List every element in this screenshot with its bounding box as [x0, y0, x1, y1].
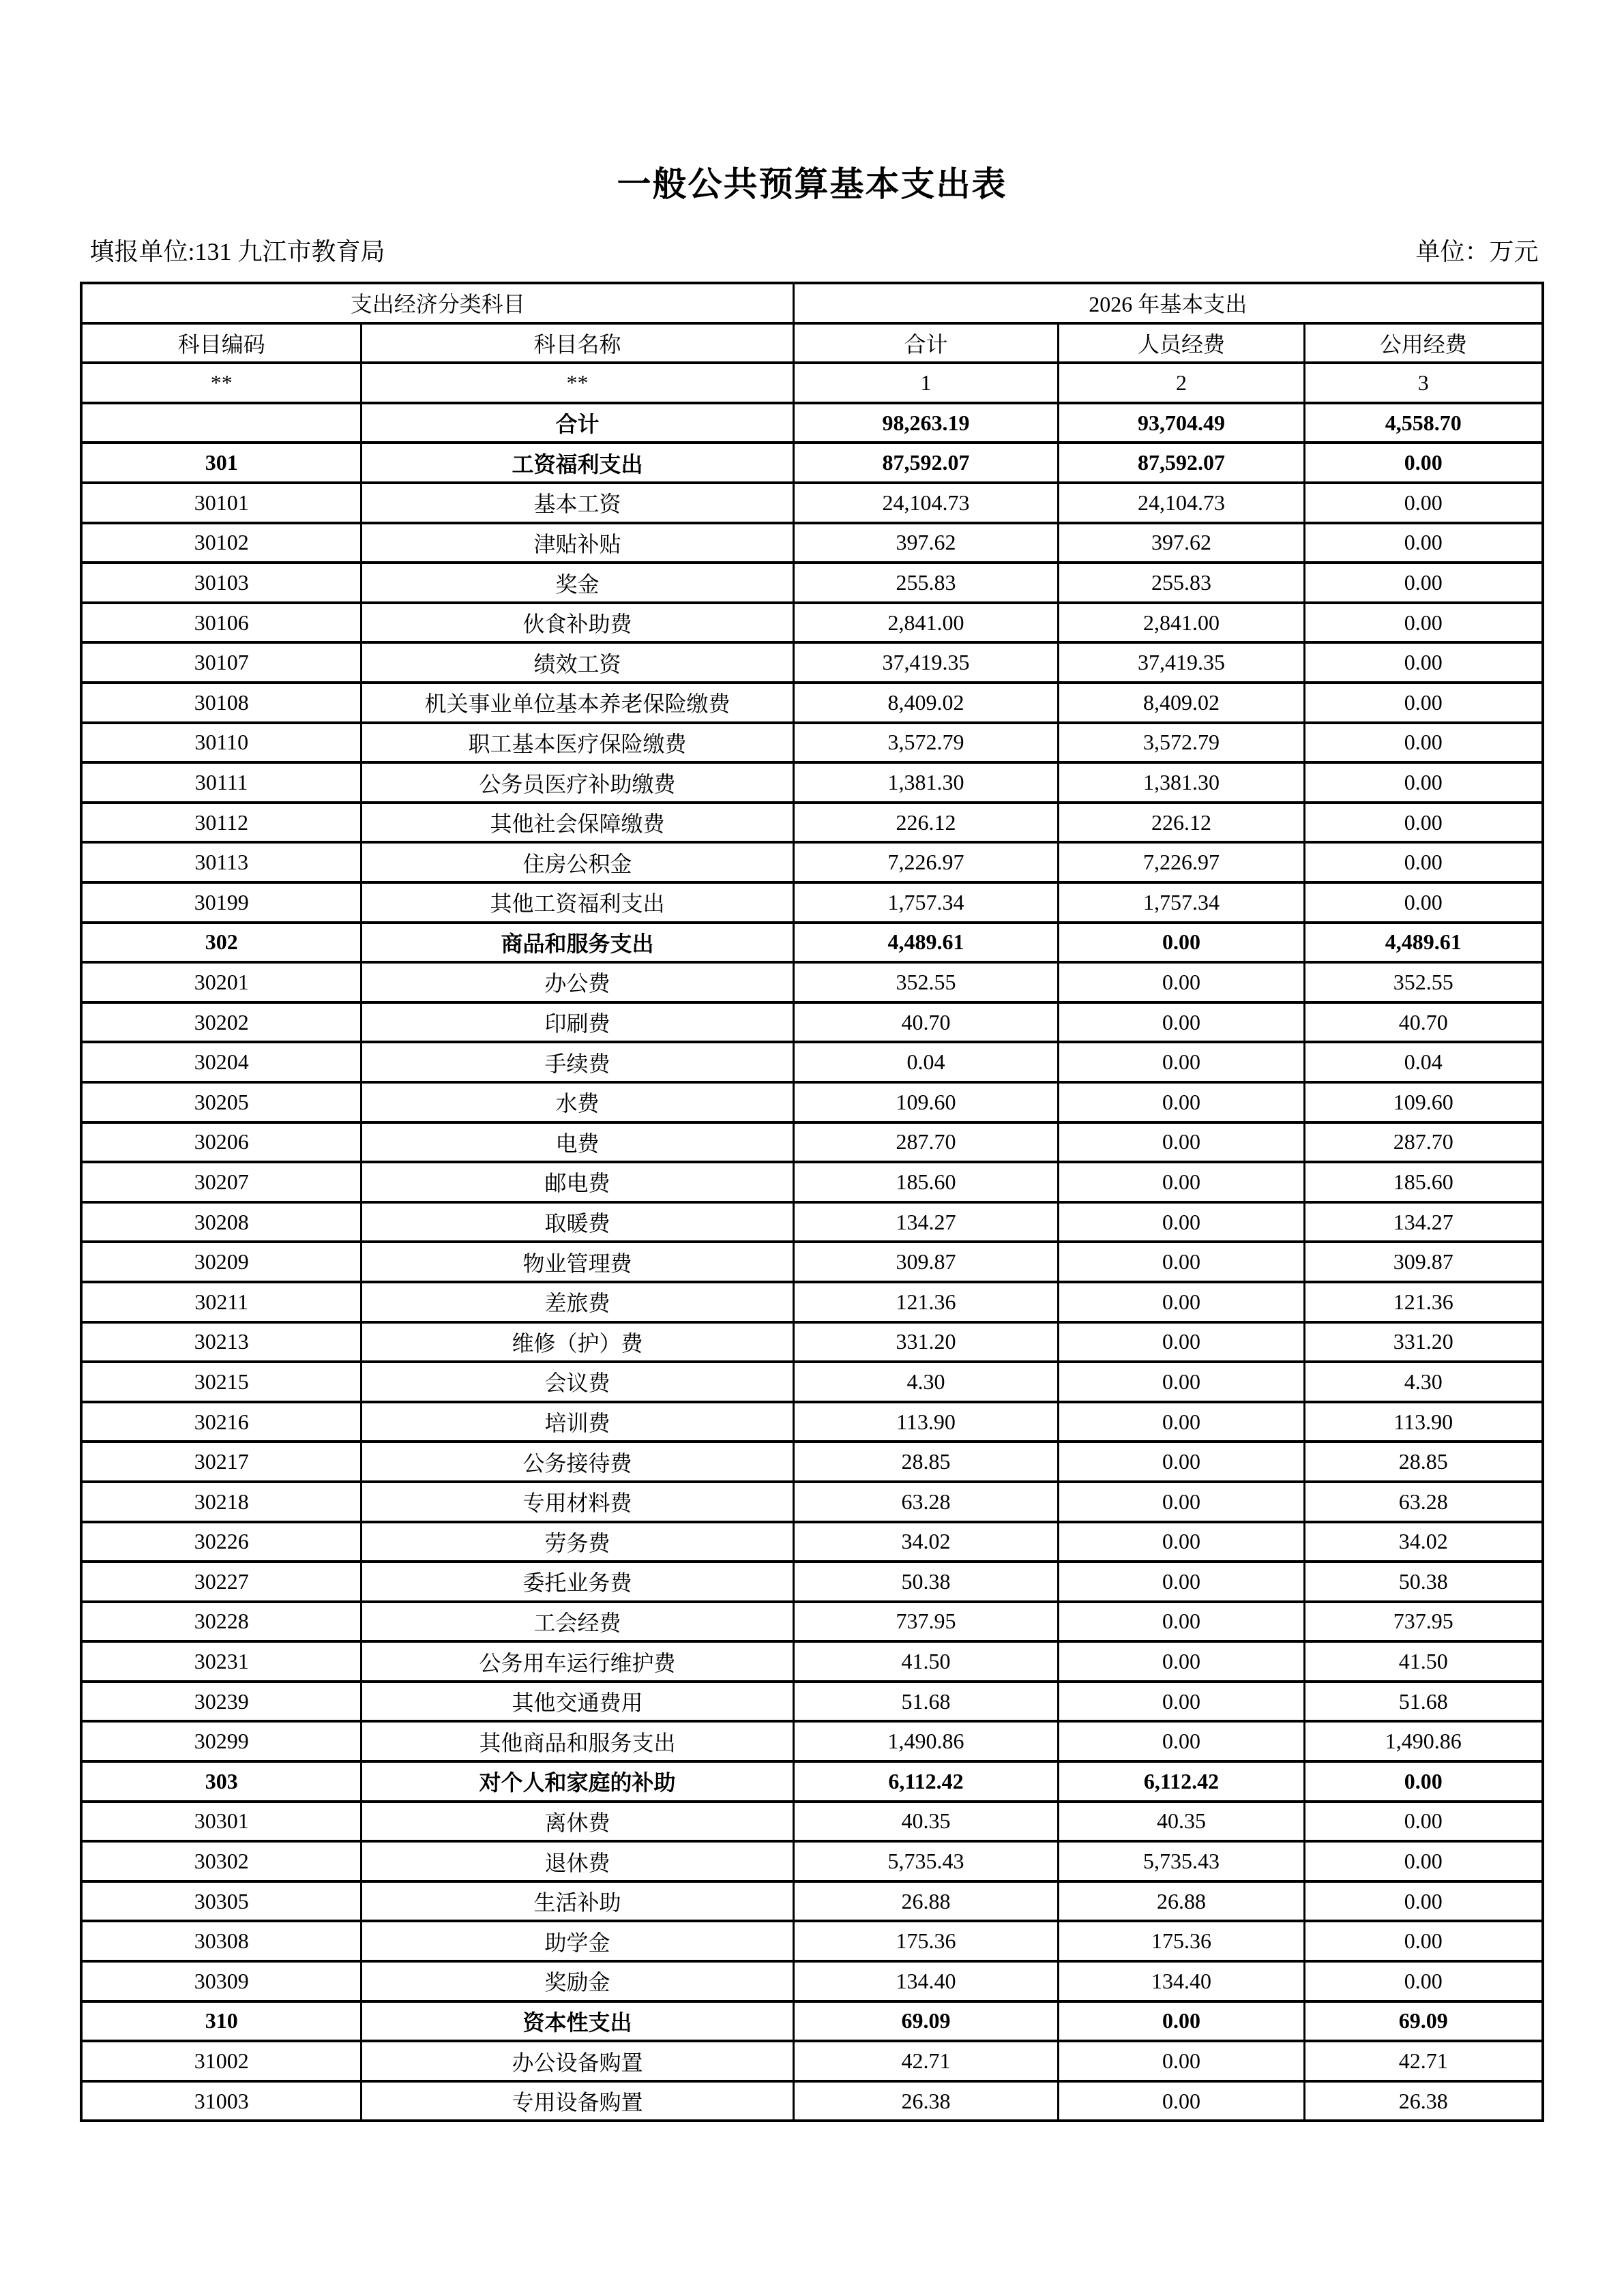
cell-public: 34.02	[1305, 1522, 1543, 1562]
cell-personnel: 0.00	[1059, 1002, 1305, 1043]
cell-code: 30302	[81, 1841, 361, 1881]
cell-code: 310	[81, 2001, 361, 2042]
cell-public: 0.00	[1305, 1802, 1543, 1842]
table-row	[81, 1602, 1542, 1642]
cell-code: 303	[81, 1761, 361, 1802]
cell-name: 办公设备购置	[361, 2041, 793, 2081]
cell-public: 50.38	[1305, 1562, 1543, 1602]
cell-name: 维修（护）费	[361, 1322, 793, 1362]
cell-personnel: 40.35	[1059, 1802, 1305, 1842]
budget-table	[80, 282, 1544, 2122]
table-row	[81, 1761, 1542, 1802]
cell-public: 0.00	[1305, 443, 1543, 483]
cell-personnel: 0.00	[1059, 1522, 1305, 1562]
cell-name: 其他交通费用	[361, 1682, 793, 1722]
table-row	[81, 1562, 1542, 1602]
cell-name: 公务员医疗补助缴费	[361, 762, 793, 803]
table-row	[81, 603, 1542, 643]
cell-total: 8,409.02	[794, 683, 1059, 723]
table-row	[81, 483, 1542, 523]
cell-public: 0.00	[1305, 563, 1543, 603]
cell-code: 30231	[81, 1641, 361, 1682]
table-row	[81, 523, 1542, 563]
table-row	[81, 1362, 1542, 1402]
cell-code: 30205	[81, 1082, 361, 1122]
cell-code: 30308	[81, 1921, 361, 1961]
cell-public: 26.38	[1305, 2081, 1543, 2121]
cell-total: 41.50	[794, 1641, 1059, 1682]
column-header-row	[81, 323, 1542, 363]
cell-public: 0.00	[1305, 803, 1543, 843]
cell-personnel: 0.00	[1059, 1442, 1305, 1482]
cell-public: 309.87	[1305, 1242, 1543, 1282]
cell-public: 41.50	[1305, 1641, 1543, 1682]
table-row	[81, 1242, 1542, 1282]
cell-code	[81, 403, 361, 443]
cell-personnel: 8,409.02	[1059, 683, 1305, 723]
cell-public: 121.36	[1305, 1282, 1543, 1322]
index-cell-personnel: 2	[1059, 363, 1305, 403]
cell-total: 287.70	[794, 1122, 1059, 1163]
cell-code: 301	[81, 443, 361, 483]
cell-name: 工会经费	[361, 1602, 793, 1642]
cell-total: 40.35	[794, 1802, 1059, 1842]
cell-name: 绩效工资	[361, 642, 793, 683]
cell-public: 0.00	[1305, 483, 1543, 523]
cell-total: 397.62	[794, 523, 1059, 563]
cell-public: 0.00	[1305, 1761, 1543, 1802]
cell-personnel: 1,757.34	[1059, 882, 1305, 923]
cell-code: 30102	[81, 523, 361, 563]
cell-personnel: 0.00	[1059, 1402, 1305, 1442]
cell-public: 109.60	[1305, 1082, 1543, 1122]
cell-personnel: 0.00	[1059, 1721, 1305, 1761]
table-row	[81, 642, 1542, 683]
cell-name: 专用材料费	[361, 1482, 793, 1522]
cell-public: 737.95	[1305, 1602, 1543, 1642]
cell-total: 37,419.35	[794, 642, 1059, 683]
column-header-public: 公用经费	[1305, 323, 1543, 363]
cell-name: 劳务费	[361, 1522, 793, 1562]
cell-personnel: 2,841.00	[1059, 603, 1305, 643]
cell-total: 4.30	[794, 1362, 1059, 1402]
info-row	[82, 239, 1543, 266]
cell-name: 津贴补贴	[361, 523, 793, 563]
cell-total: 226.12	[794, 803, 1059, 843]
cell-total: 87,592.07	[794, 443, 1059, 483]
cell-personnel: 0.00	[1059, 1641, 1305, 1682]
cell-personnel: 397.62	[1059, 523, 1305, 563]
cell-code: 30213	[81, 1322, 361, 1362]
table-row	[81, 1082, 1542, 1122]
cell-total: 34.02	[794, 1522, 1059, 1562]
cell-name: 手续费	[361, 1042, 793, 1082]
cell-name: 水费	[361, 1082, 793, 1122]
cell-total: 6,112.42	[794, 1761, 1059, 1802]
cell-personnel: 0.00	[1059, 2001, 1305, 2042]
table-row	[81, 2081, 1542, 2121]
cell-name: 机关事业单位基本养老保险缴费	[361, 683, 793, 723]
cell-personnel: 24,104.73	[1059, 483, 1305, 523]
cell-total: 24,104.73	[794, 483, 1059, 523]
table-row	[81, 1522, 1542, 1562]
table-row	[81, 962, 1542, 1002]
cell-public: 40.70	[1305, 1002, 1543, 1043]
table-row	[81, 1122, 1542, 1163]
cell-personnel: 0.00	[1059, 1242, 1305, 1282]
cell-public: 0.00	[1305, 1841, 1543, 1881]
cell-code: 30216	[81, 1402, 361, 1442]
cell-personnel: 37,419.35	[1059, 642, 1305, 683]
table-row	[81, 923, 1542, 963]
cell-code: 30208	[81, 1202, 361, 1242]
cell-total: 134.40	[794, 1961, 1059, 2001]
table-row	[81, 1002, 1542, 1043]
cell-name: 伙食补助费	[361, 603, 793, 643]
cell-total: 331.20	[794, 1322, 1059, 1362]
table-row	[81, 683, 1542, 723]
cell-public: 4,489.61	[1305, 923, 1543, 963]
table-row	[81, 1682, 1542, 1722]
cell-public: 185.60	[1305, 1162, 1543, 1202]
cell-name: 离休费	[361, 1802, 793, 1842]
cell-personnel: 3,572.79	[1059, 723, 1305, 763]
table-row	[81, 762, 1542, 803]
cell-code: 30204	[81, 1042, 361, 1082]
money-unit-label: 单位：万元	[1415, 237, 1539, 265]
cell-public: 0.00	[1305, 642, 1543, 683]
cell-name: 专用设备购置	[361, 2081, 793, 2121]
cell-name: 奖励金	[361, 1961, 793, 2001]
cell-total: 40.70	[794, 1002, 1059, 1043]
table-body	[81, 403, 1542, 2121]
cell-total: 309.87	[794, 1242, 1059, 1282]
column-header-name: 科目名称	[361, 323, 793, 363]
cell-code: 30228	[81, 1602, 361, 1642]
cell-name: 合计	[361, 403, 793, 443]
cell-public: 0.00	[1305, 603, 1543, 643]
cell-code: 31003	[81, 2081, 361, 2121]
cell-name: 培训费	[361, 1402, 793, 1442]
cell-name: 住房公积金	[361, 842, 793, 882]
cell-code: 30113	[81, 842, 361, 882]
cell-public: 0.00	[1305, 523, 1543, 563]
index-cell-total: 1	[794, 363, 1059, 403]
cell-name: 委托业务费	[361, 1562, 793, 1602]
cell-total: 69.09	[794, 2001, 1059, 2042]
table-row	[81, 1641, 1542, 1682]
cell-total: 109.60	[794, 1082, 1059, 1122]
cell-total: 50.38	[794, 1562, 1059, 1602]
table-row	[81, 803, 1542, 843]
cell-code: 30107	[81, 642, 361, 683]
cell-personnel: 93,704.49	[1059, 403, 1305, 443]
cell-public: 4.30	[1305, 1362, 1543, 1402]
table-row	[81, 723, 1542, 763]
cell-personnel: 6,112.42	[1059, 1761, 1305, 1802]
table-row	[81, 1961, 1542, 2001]
cell-code: 30299	[81, 1721, 361, 1761]
cell-code: 30209	[81, 1242, 361, 1282]
cell-personnel: 5,735.43	[1059, 1841, 1305, 1881]
table-row	[81, 1322, 1542, 1362]
cell-total: 4,489.61	[794, 923, 1059, 963]
cell-public: 1,490.86	[1305, 1721, 1543, 1761]
cell-public: 69.09	[1305, 2001, 1543, 2042]
cell-name: 商品和服务支出	[361, 923, 793, 963]
cell-personnel: 0.00	[1059, 1682, 1305, 1722]
cell-personnel: 0.00	[1059, 1162, 1305, 1202]
cell-total: 121.36	[794, 1282, 1059, 1322]
cell-total: 175.36	[794, 1921, 1059, 1961]
cell-personnel: 0.00	[1059, 1122, 1305, 1163]
cell-code: 30211	[81, 1282, 361, 1322]
group-header-classification: 支出经济分类科目	[81, 283, 793, 323]
cell-code: 30108	[81, 683, 361, 723]
cell-code: 30112	[81, 803, 361, 843]
column-header-total: 合计	[794, 323, 1059, 363]
cell-name: 会议费	[361, 1362, 793, 1402]
cell-code: 31002	[81, 2041, 361, 2081]
cell-total: 255.83	[794, 563, 1059, 603]
cell-personnel: 0.00	[1059, 962, 1305, 1002]
cell-name: 物业管理费	[361, 1242, 793, 1282]
cell-public: 0.00	[1305, 1881, 1543, 1922]
cell-total: 26.88	[794, 1881, 1059, 1922]
cell-total: 1,757.34	[794, 882, 1059, 923]
column-header-personnel: 人员经费	[1059, 323, 1305, 363]
cell-total: 134.27	[794, 1202, 1059, 1242]
cell-name: 公务用车运行维护费	[361, 1641, 793, 1682]
cell-public: 0.00	[1305, 882, 1543, 923]
reporting-unit-label: 填报单位:131 九江市教育局	[89, 237, 385, 265]
cell-code: 30217	[81, 1442, 361, 1482]
cell-personnel: 0.00	[1059, 1362, 1305, 1402]
table-row	[81, 1921, 1542, 1961]
cell-code: 30301	[81, 1802, 361, 1842]
cell-public: 113.90	[1305, 1402, 1543, 1442]
table-row	[81, 1402, 1542, 1442]
cell-code: 30201	[81, 962, 361, 1002]
index-cell-code: **	[81, 363, 361, 403]
cell-total: 42.71	[794, 2041, 1059, 2081]
cell-public: 51.68	[1305, 1682, 1543, 1722]
cell-public: 0.00	[1305, 842, 1543, 882]
cell-total: 5,735.43	[794, 1841, 1059, 1881]
cell-total: 7,226.97	[794, 842, 1059, 882]
cell-personnel: 0.00	[1059, 2081, 1305, 2121]
group-header-row	[81, 283, 1542, 323]
table-row	[81, 882, 1542, 923]
cell-total: 1,490.86	[794, 1721, 1059, 1761]
cell-personnel: 1,381.30	[1059, 762, 1305, 803]
table-row	[81, 2001, 1542, 2042]
cell-code: 30215	[81, 1362, 361, 1402]
cell-total: 3,572.79	[794, 723, 1059, 763]
cell-name: 公务接待费	[361, 1442, 793, 1482]
cell-code: 30110	[81, 723, 361, 763]
cell-public: 0.00	[1305, 1921, 1543, 1961]
cell-public: 63.28	[1305, 1482, 1543, 1522]
table-row	[81, 1442, 1542, 1482]
table-row	[81, 1841, 1542, 1881]
cell-name: 其他社会保障缴费	[361, 803, 793, 843]
cell-code: 30227	[81, 1562, 361, 1602]
cell-personnel: 0.00	[1059, 1082, 1305, 1122]
cell-code: 30206	[81, 1122, 361, 1163]
cell-total: 0.04	[794, 1042, 1059, 1082]
cell-personnel: 255.83	[1059, 563, 1305, 603]
cell-name: 取暖费	[361, 1202, 793, 1242]
cell-personnel: 0.00	[1059, 1562, 1305, 1602]
cell-name: 印刷费	[361, 1002, 793, 1043]
cell-total: 2,841.00	[794, 603, 1059, 643]
cell-name: 生活补助	[361, 1881, 793, 1922]
cell-personnel: 7,226.97	[1059, 842, 1305, 882]
cell-total: 51.68	[794, 1682, 1059, 1722]
cell-total: 1,381.30	[794, 762, 1059, 803]
table-row	[81, 563, 1542, 603]
cell-name: 奖金	[361, 563, 793, 603]
table-row	[81, 443, 1542, 483]
cell-name: 其他工资福利支出	[361, 882, 793, 923]
cell-public: 287.70	[1305, 1122, 1543, 1163]
cell-total: 26.38	[794, 2081, 1059, 2121]
cell-code: 30305	[81, 1881, 361, 1922]
cell-total: 98,263.19	[794, 403, 1059, 443]
cell-personnel: 175.36	[1059, 1921, 1305, 1961]
cell-public: 0.00	[1305, 762, 1543, 803]
cell-name: 基本工资	[361, 483, 793, 523]
cell-name: 差旅费	[361, 1282, 793, 1322]
cell-personnel: 0.00	[1059, 2041, 1305, 2081]
cell-name: 办公费	[361, 962, 793, 1002]
table-row	[81, 1802, 1542, 1842]
cell-personnel: 0.00	[1059, 1482, 1305, 1522]
cell-total: 352.55	[794, 962, 1059, 1002]
index-row	[81, 363, 1542, 403]
cell-total: 737.95	[794, 1602, 1059, 1642]
cell-public: 331.20	[1305, 1322, 1543, 1362]
cell-code: 30111	[81, 762, 361, 803]
table-row	[81, 1042, 1542, 1082]
cell-total: 113.90	[794, 1402, 1059, 1442]
cell-public: 0.04	[1305, 1042, 1543, 1082]
cell-code: 302	[81, 923, 361, 963]
table-row	[81, 1162, 1542, 1202]
cell-code: 30103	[81, 563, 361, 603]
cell-public: 4,558.70	[1305, 403, 1543, 443]
cell-code: 30226	[81, 1522, 361, 1562]
cell-personnel: 26.88	[1059, 1881, 1305, 1922]
cell-code: 30218	[81, 1482, 361, 1522]
cell-code: 30106	[81, 603, 361, 643]
cell-personnel: 0.00	[1059, 923, 1305, 963]
column-header-code: 科目编码	[81, 323, 361, 363]
cell-public: 134.27	[1305, 1202, 1543, 1242]
cell-public: 0.00	[1305, 1961, 1543, 2001]
cell-code: 30199	[81, 882, 361, 923]
cell-personnel: 226.12	[1059, 803, 1305, 843]
cell-personnel: 0.00	[1059, 1322, 1305, 1362]
cell-name: 工资福利支出	[361, 443, 793, 483]
cell-public: 28.85	[1305, 1442, 1543, 1482]
table-row	[81, 1202, 1542, 1242]
cell-name: 助学金	[361, 1921, 793, 1961]
index-cell-public: 3	[1305, 363, 1543, 403]
cell-name: 资本性支出	[361, 2001, 793, 2042]
cell-personnel: 0.00	[1059, 1602, 1305, 1642]
cell-public: 0.00	[1305, 723, 1543, 763]
cell-name: 电费	[361, 1122, 793, 1163]
cell-code: 30101	[81, 483, 361, 523]
table-row	[81, 403, 1542, 443]
cell-code: 30207	[81, 1162, 361, 1202]
cell-code: 30202	[81, 1002, 361, 1043]
cell-public: 42.71	[1305, 2041, 1543, 2081]
table-row	[81, 1881, 1542, 1922]
cell-name: 对个人和家庭的补助	[361, 1761, 793, 1802]
cell-total: 63.28	[794, 1482, 1059, 1522]
cell-personnel: 0.00	[1059, 1282, 1305, 1322]
table-row	[81, 2041, 1542, 2081]
cell-personnel: 0.00	[1059, 1202, 1305, 1242]
cell-code: 30309	[81, 1961, 361, 2001]
page-title: 一般公共预算基本支出表	[617, 165, 1007, 203]
cell-name: 退休费	[361, 1841, 793, 1881]
cell-code: 30239	[81, 1682, 361, 1722]
cell-name: 邮电费	[361, 1162, 793, 1202]
cell-total: 185.60	[794, 1162, 1059, 1202]
cell-public: 0.00	[1305, 683, 1543, 723]
index-cell-name: **	[361, 363, 793, 403]
table-row	[81, 1721, 1542, 1761]
cell-personnel: 134.40	[1059, 1961, 1305, 2001]
cell-name: 职工基本医疗保险缴费	[361, 723, 793, 763]
cell-personnel: 87,592.07	[1059, 443, 1305, 483]
table-row	[81, 842, 1542, 882]
cell-total: 28.85	[794, 1442, 1059, 1482]
cell-public: 352.55	[1305, 962, 1543, 1002]
cell-personnel: 0.00	[1059, 1042, 1305, 1082]
table-row	[81, 1482, 1542, 1522]
group-header-year-basic-expenditure: 2026 年基本支出	[794, 283, 1543, 323]
table-row	[81, 1282, 1542, 1322]
cell-name: 其他商品和服务支出	[361, 1721, 793, 1761]
